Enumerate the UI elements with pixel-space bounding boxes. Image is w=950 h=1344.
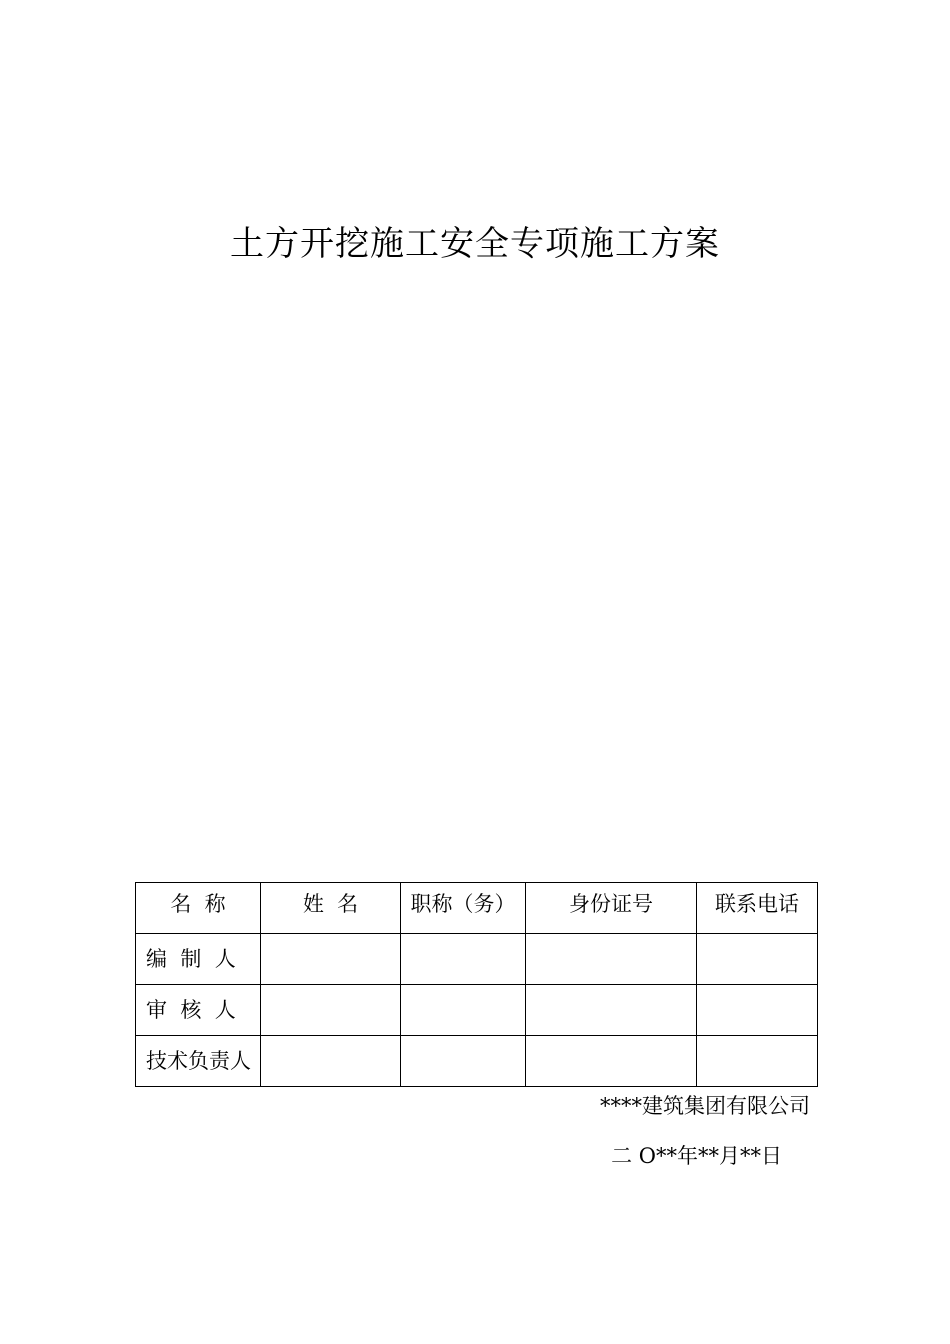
role-cell: 编 制 人 xyxy=(136,934,261,985)
title-cell xyxy=(401,985,526,1036)
company-name: ****建筑集团有限公司 xyxy=(600,1094,810,1118)
name-cell xyxy=(261,934,401,985)
document-title: 土方开挖施工安全专项施工方案 xyxy=(230,224,720,264)
id-number-cell xyxy=(526,985,697,1036)
id-number-cell xyxy=(526,934,697,985)
name-cell xyxy=(261,1036,401,1087)
phone-cell xyxy=(697,934,818,985)
id-number-cell xyxy=(526,1036,697,1087)
header-role: 名 称 xyxy=(136,883,261,934)
table-row xyxy=(136,985,818,1036)
header-title: 职称（务） xyxy=(401,883,526,934)
title-cell xyxy=(401,934,526,985)
phone-cell xyxy=(697,1036,818,1087)
header-phone: 联系电话 xyxy=(697,883,818,934)
header-id-number: 身份证号 xyxy=(526,883,697,934)
approval-table xyxy=(135,882,818,1087)
table-row xyxy=(136,934,818,985)
table-row xyxy=(136,1036,818,1087)
document-date: 二 O**年**月**日 xyxy=(611,1144,782,1168)
title-cell xyxy=(401,1036,526,1087)
header-name: 姓 名 xyxy=(261,883,401,934)
name-cell xyxy=(261,985,401,1036)
role-cell: 技术负责人 xyxy=(136,1036,261,1087)
phone-cell xyxy=(697,985,818,1036)
table-header-row xyxy=(136,883,818,934)
role-cell: 审 核 人 xyxy=(136,985,261,1036)
